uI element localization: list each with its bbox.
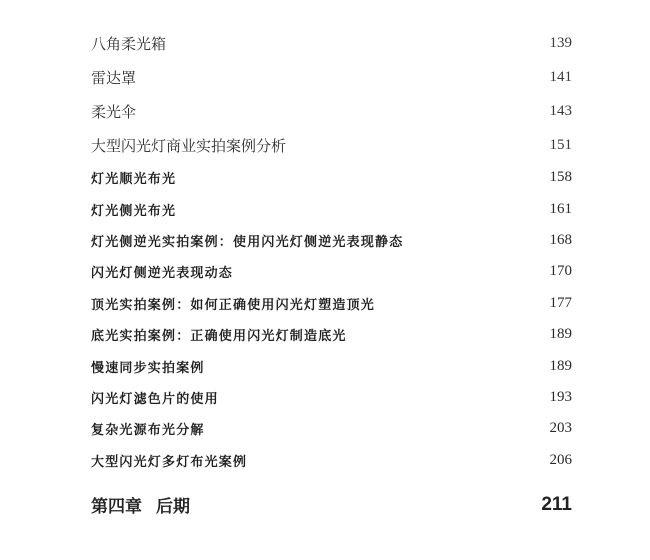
toc-subentry: [91, 445, 572, 476]
table-of-contents: [91, 26, 572, 522]
toc-subentry-page: 203: [549, 420, 572, 437]
toc-subentry-page: 158: [549, 169, 572, 186]
chapter-page: 211: [541, 493, 572, 515]
toc-subentry-title: 大型闪光灯多灯布光案例: [91, 454, 248, 470]
toc-entry-title: 柔光伞: [91, 102, 137, 121]
chapter-number: 第四章: [91, 497, 142, 518]
toc-subentry-page: 161: [549, 200, 572, 217]
toc-subentry-page: 193: [549, 388, 572, 405]
toc-entry-case-analysis: [91, 128, 572, 162]
toc-entry-title: 八角柔光箱: [91, 34, 167, 53]
toc-subentry: [91, 413, 572, 444]
toc-subentry-title: 慢速同步实拍案例: [91, 360, 205, 376]
toc-entry-title: 大型闪光灯商业实拍案例分析: [91, 136, 287, 155]
toc-entry-umbrella: [91, 94, 572, 128]
toc-subentry-page: 177: [549, 294, 572, 311]
toc-subentry-page: 168: [549, 231, 572, 248]
toc-subentry: [91, 288, 572, 319]
toc-subentry-title: 灯光顺光布光: [91, 172, 177, 188]
toc-entry-page: 141: [549, 68, 572, 85]
toc-subentry-title: 灯光侧光布光: [91, 203, 177, 219]
toc-subentry-title: 顶光实拍案例：如何正确使用闪光灯塑造顶光: [91, 297, 376, 313]
toc-subentry-title: 底光实拍案例：正确使用闪光灯制造底光: [91, 329, 347, 345]
toc-entry-page: 139: [549, 34, 572, 51]
toc-subentry: [91, 193, 572, 224]
toc-entry-page: 143: [549, 102, 572, 119]
toc-subentry-page: 189: [549, 357, 572, 374]
toc-subentry-title: 复杂光源布光分解: [91, 423, 205, 439]
toc-subentry: [91, 350, 572, 381]
toc-subentry-page: 170: [549, 263, 572, 280]
toc-chapter-heading: [91, 488, 572, 522]
toc-subentry-title: 闪光灯滤色片的使用: [91, 391, 219, 407]
toc-subentry-page: 189: [549, 326, 572, 343]
toc-entry-title: 雷达罩: [91, 68, 137, 87]
toc-subentry-title: 闪光灯侧逆光表现动态: [91, 266, 234, 282]
toc-entry-octagon-softbox: [91, 26, 572, 60]
toc-subentry: [91, 382, 572, 413]
toc-subentry-title: 灯光侧逆光实拍案例：使用闪光灯侧逆光表现静态: [91, 234, 404, 250]
toc-entry-page: 151: [549, 136, 572, 153]
chapter-title: [91, 492, 190, 517]
toc-subentry: [91, 256, 572, 287]
toc-subentry: [91, 225, 572, 256]
toc-entry-beauty-dish: [91, 60, 572, 94]
chapter-name: 后期: [156, 497, 190, 518]
toc-subentry: [91, 162, 572, 193]
toc-subentry-page: 206: [549, 451, 572, 468]
toc-subentry: [91, 319, 572, 350]
